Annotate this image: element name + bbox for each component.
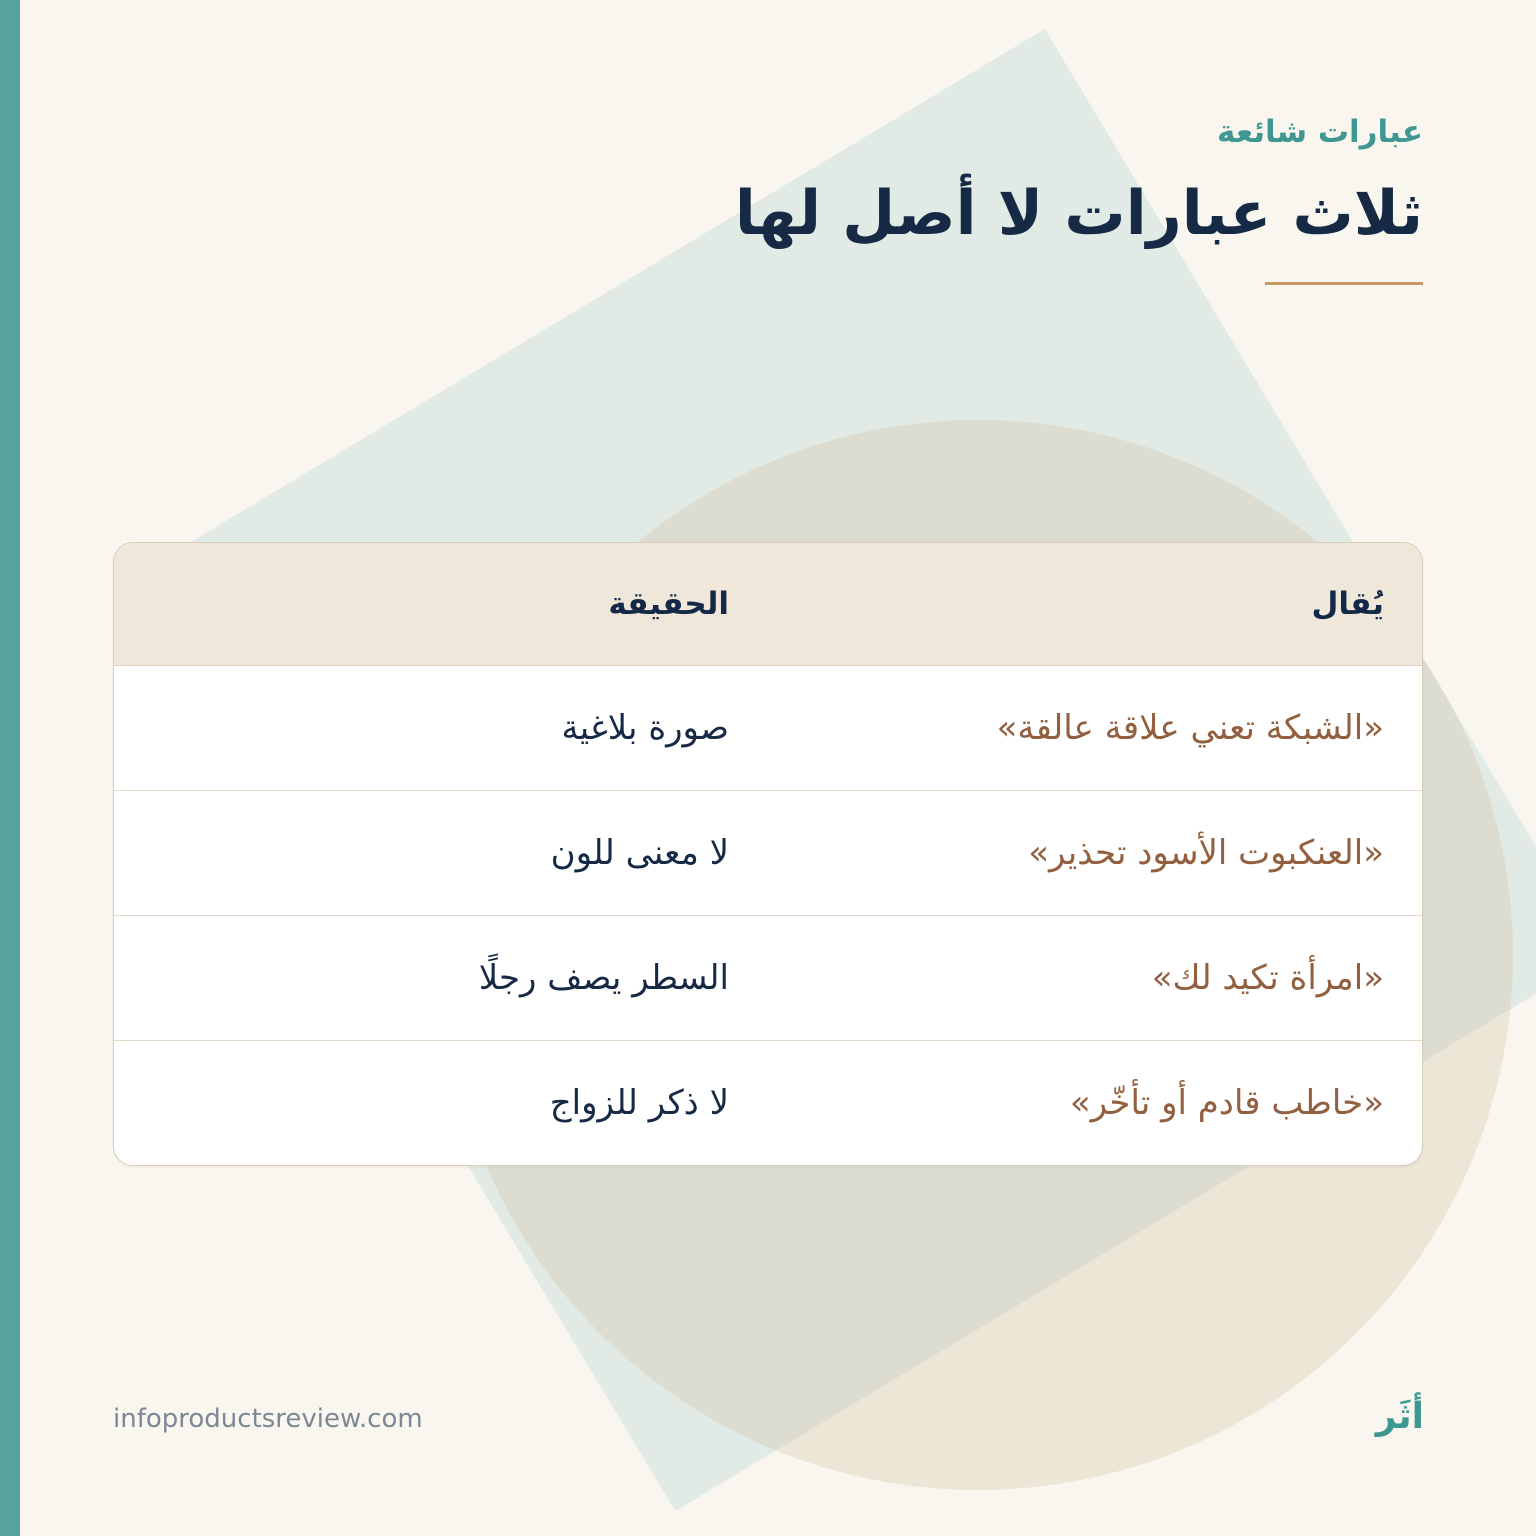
said-cell — [824, 916, 1384, 1040]
said-column-header-cell — [824, 543, 1384, 665]
section-eyebrow: عبارات شائعة — [1217, 114, 1423, 150]
said-cell — [824, 666, 1384, 790]
truth-cell — [169, 791, 729, 915]
page-title: ثلاث عبارات لا أصل لها — [734, 178, 1423, 249]
truth-text: صورة بلاغية — [561, 708, 729, 748]
table-header — [114, 543, 1422, 666]
truth-text: السطر يصف رجلًا — [478, 958, 729, 998]
brand-logo: أثَر — [1375, 1396, 1424, 1437]
truth-column-header: الحقيقة — [608, 586, 729, 622]
truth-column-header-cell — [169, 543, 729, 665]
table-row — [114, 916, 1422, 1041]
comparison-table — [113, 542, 1423, 1166]
said-text: «خاطب قادم أو تأخّر» — [1069, 1083, 1384, 1123]
truth-cell — [169, 916, 729, 1040]
said-column-header: يُقال — [1311, 586, 1384, 622]
website-url: infoproductsreview.com — [113, 1404, 423, 1434]
left-accent-bar — [0, 0, 20, 1536]
said-text: «الشبكة تعني علاقة عالقة» — [996, 708, 1384, 748]
said-text: «امرأة تكيد لك» — [1151, 958, 1384, 998]
title-underline — [1265, 282, 1423, 285]
page-header — [523, 112, 1423, 285]
table-row — [114, 666, 1422, 791]
said-cell — [824, 791, 1384, 915]
said-cell — [824, 1041, 1384, 1165]
said-text: «العنكبوت الأسود تحذير» — [1028, 833, 1384, 873]
truth-cell — [169, 666, 729, 790]
truth-text: لا معنى للون — [550, 833, 729, 873]
truth-cell — [169, 1041, 729, 1165]
table-row — [114, 1041, 1422, 1165]
truth-text: لا ذكر للزواج — [549, 1083, 729, 1123]
table-row — [114, 791, 1422, 916]
